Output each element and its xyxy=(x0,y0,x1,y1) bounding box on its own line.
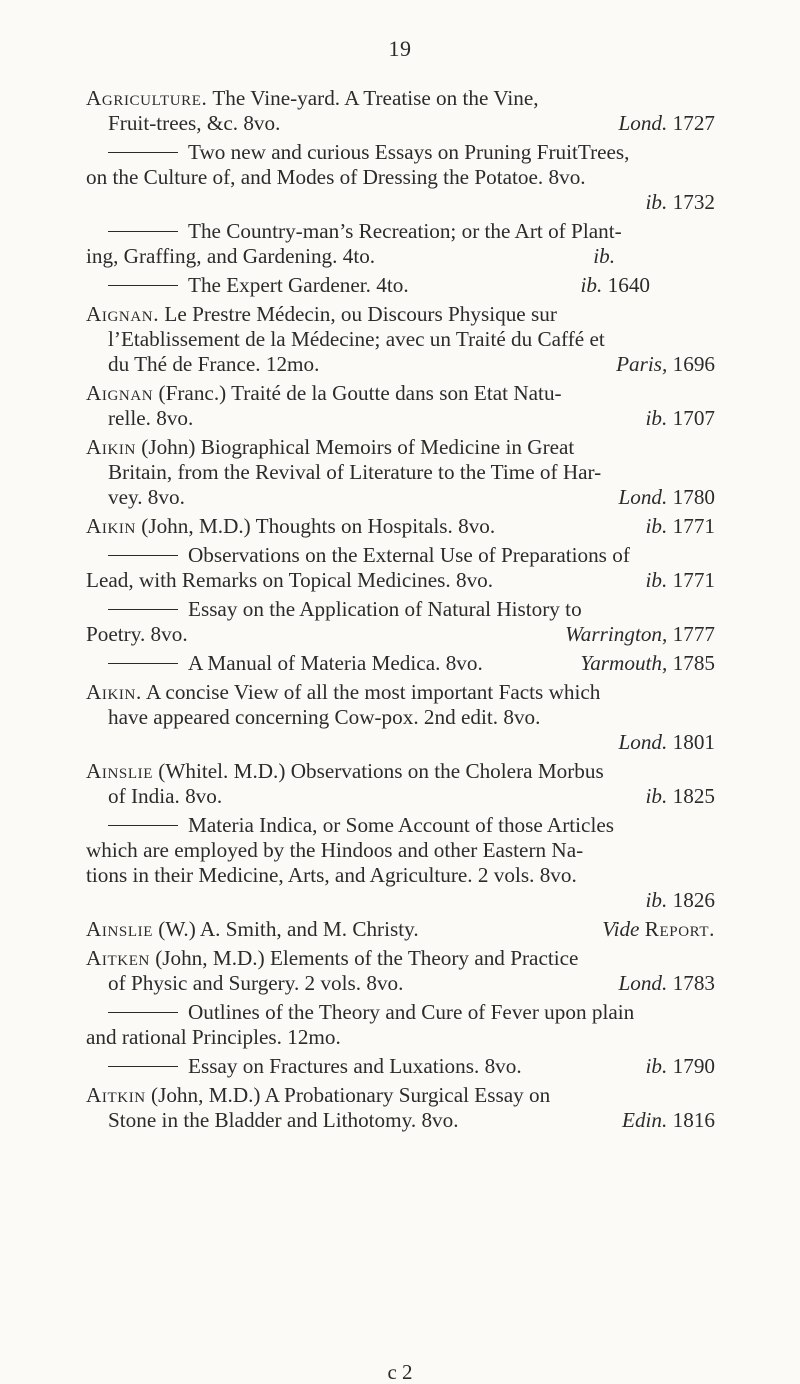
catalogue-entry: Aitken (John, M.D.) Elements of the Theory and Practice of Physic and Surgery. 2 vols. 8vo. Lond. 1783 xyxy=(86,946,715,995)
entry-imprint: ib. 1771 xyxy=(645,514,715,538)
entry-author: Aitken xyxy=(86,946,150,970)
catalogue-entry: Materia Indica, or Some Account of those Articles which are employed by the Hindoos and other Eastern Na- tions in their Medicine, Arts, and Agriculture. 2 vols. 8vo. ib. 1826 xyxy=(86,813,715,912)
entry-author: Aikin xyxy=(86,514,136,538)
ditto-dash xyxy=(108,1066,178,1067)
entry-imprint: Edin. 1816 xyxy=(622,1108,715,1132)
catalogue-entry: Essay on the Application of Natural History to Poetry. 8vo. Warrington, 1777 xyxy=(86,597,715,646)
signature-mark: c 2 xyxy=(387,1360,413,1384)
catalogue-entry: Ainslie (Whitel. M.D.) Observations on the Cholera Morbus of India. 8vo. ib. 1825 xyxy=(86,759,715,808)
entry-imprint: ib. 1640 xyxy=(580,273,650,297)
catalogue-entry: The Expert Gardener. 4to. ib. 1640 xyxy=(86,273,715,298)
ditto-dash xyxy=(108,231,178,232)
entry-imprint: ib. 1826 xyxy=(645,888,715,912)
entry-imprint: Yarmouth, 1785 xyxy=(580,651,715,675)
catalogue-entry: Aignan (Franc.) Traité de la Goutte dans son Etat Natu- relle. 8vo. ib. 1707 xyxy=(86,381,715,430)
catalogue-entry: Agriculture. The Vine-yard. A Treatise on the Vine, Fruit-trees, &c. 8vo. Lond. 1727 xyxy=(86,86,715,135)
entry-imprint: Lond. 1727 xyxy=(618,111,715,135)
catalogue-entry: Essay on Fractures and Luxations. 8vo. ib. 1790 xyxy=(86,1054,715,1079)
entry-author: Ainslie xyxy=(86,917,153,941)
catalogue-entry: Two new and curious Essays on Pruning FruitTrees, on the Culture of, and Modes of Dressing the Potatoe. 8vo. ib. 1732 xyxy=(86,140,715,214)
entry-imprint: ib. 1732 xyxy=(645,190,715,214)
entry-imprint: Paris, 1696 xyxy=(616,352,715,376)
entry-cross-reference: Vide Report. xyxy=(602,917,715,941)
catalogue-entry: A Manual of Materia Medica. 8vo. Yarmouth, 1785 xyxy=(86,651,715,676)
entry-imprint: ib. xyxy=(593,244,615,268)
entry-imprint: Warrington, 1777 xyxy=(565,622,715,646)
ditto-dash xyxy=(108,663,178,664)
catalogue-entry: The Country-man’s Recreation; or the Art of Plant- ing, Graffing, and Gardening. 4to. ib. xyxy=(86,219,715,269)
ditto-dash xyxy=(108,1012,178,1013)
ditto-dash xyxy=(108,555,178,556)
ditto-dash xyxy=(108,609,178,610)
entry-author: Agriculture. xyxy=(86,86,208,110)
catalogue-entry: Aikin (John, M.D.) Thoughts on Hospitals. 8vo. ib. 1771 xyxy=(86,514,715,538)
catalogue-entries xyxy=(86,86,715,1137)
entry-imprint: ib. 1790 xyxy=(645,1054,715,1078)
ditto-dash xyxy=(108,152,178,153)
entry-author: Aikin xyxy=(86,435,136,459)
page-number: 19 xyxy=(388,36,412,61)
ditto-dash xyxy=(108,285,178,286)
catalogue-entry: Aikin (John) Biographical Memoirs of Medicine in Great Britain, from the Revival of Literature to the Time of Har- vey. 8vo. Lond. 1780 xyxy=(86,435,715,509)
entry-imprint: ib. 1707 xyxy=(645,406,715,430)
catalogue-entry: Ainslie (W.) A. Smith, and M. Christy. Vide Report. xyxy=(86,917,715,941)
entry-author: Aitkin xyxy=(86,1083,146,1107)
catalogue-entry: Aikin. A concise View of all the most important Facts which have appeared concerning Cow-pox. 2nd edit. 8vo. Lond. 1801 xyxy=(86,680,715,754)
entry-author: Aignan. xyxy=(86,302,160,326)
catalogue-entry: Outlines of the Theory and Cure of Fever upon plain and rational Principles. 12mo. xyxy=(86,1000,635,1049)
entry-author: Aikin. xyxy=(86,680,142,704)
entry-imprint: ib. 1825 xyxy=(645,784,715,808)
entry-author: Ainslie xyxy=(86,759,153,783)
entry-imprint: Lond. 1783 xyxy=(618,971,715,995)
entry-imprint: Lond. 1780 xyxy=(618,485,715,509)
entry-author: Aignan xyxy=(86,381,154,405)
entry-imprint: Lond. 1801 xyxy=(618,730,715,754)
ditto-dash xyxy=(108,825,178,826)
entry-imprint: ib. 1771 xyxy=(645,568,715,592)
catalogue-entry: Aignan. Le Prestre Médecin, ou Discours Physique sur l’Etablissement de la Médecine; avec un Traité du Caffé et du Thé de France. 12mo. Paris, 1696 xyxy=(86,302,715,376)
catalogue-entry: Aitkin (John, M.D.) A Probationary Surgical Essay on Stone in the Bladder and Lithotomy. 8vo. Edin. 1816 xyxy=(86,1083,715,1132)
catalogue-entry: Observations on the External Use of Preparations of Lead, with Remarks on Topical Medicines. 8vo. ib. 1771 xyxy=(86,543,715,592)
